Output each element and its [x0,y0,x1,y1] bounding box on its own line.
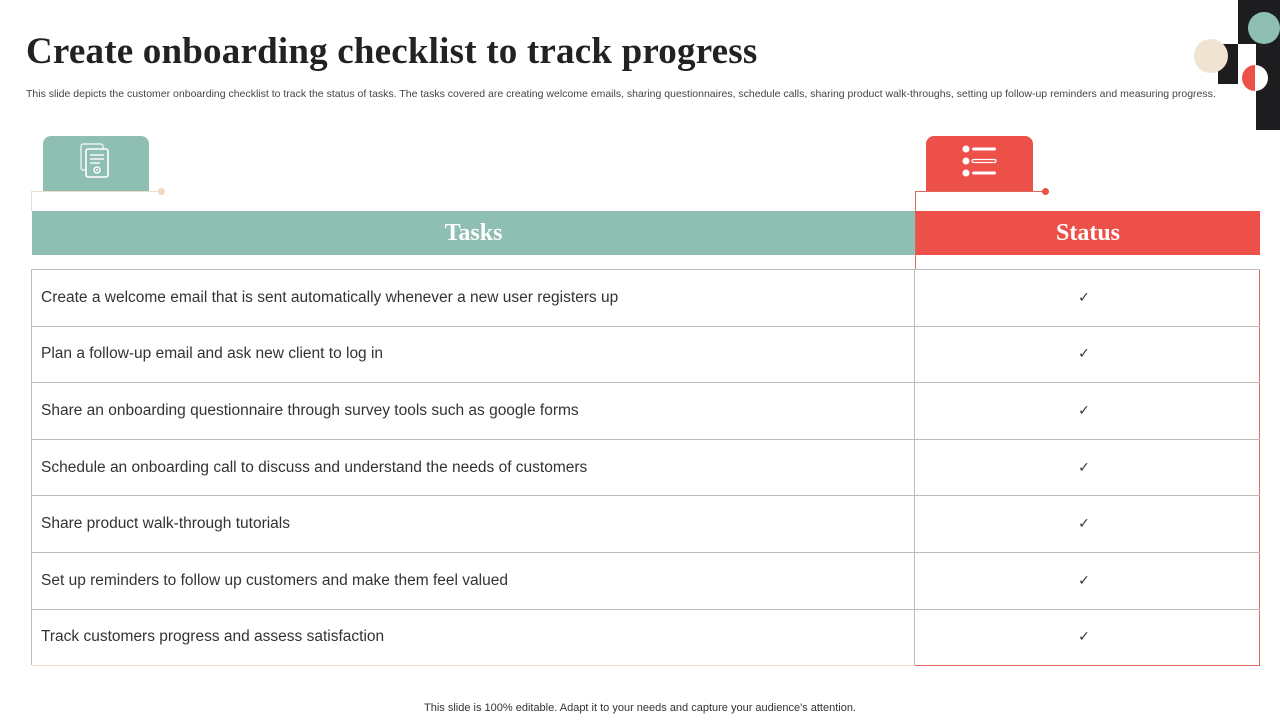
status-header: Status [916,211,1260,255]
check-mark-icon: ✓ [915,610,1260,667]
table-row [32,270,1260,327]
slide-description: This slide depicts the customer onboarding checklist to track the status of tasks. The tasks covered are creating welcome emails, sharing questionnaires, schedule calls, sharing product walk-throughs, setting up follow-up reminders and measuring progress. [26,88,1216,100]
table-row [32,496,1260,553]
table-row [32,440,1260,497]
half-circle-decoration [1242,65,1268,91]
task-cell: Share an onboarding questionnaire through survey tools such as google forms [32,383,915,439]
checklist-icon [962,145,998,182]
tasks-header: Tasks [32,211,915,255]
status-icon-tab [926,136,1033,191]
check-mark-icon: ✓ [915,383,1260,439]
table-row [32,610,1260,667]
task-cell: Share product walk-through tutorials [32,496,915,552]
check-mark-icon: ✓ [915,496,1260,552]
task-cell: Track customers progress and assess satisfaction [32,610,915,666]
task-cell: Schedule an onboarding call to discuss and understand the needs of customers [32,440,915,496]
table-row [32,327,1260,384]
page-title: Create onboarding checklist to track progress [26,31,758,72]
footer-note: This slide is 100% editable. Adapt it to your needs and capture your audience's attention. [424,702,856,714]
check-mark-icon: ✓ [915,440,1260,496]
task-cell: Create a welcome email that is sent automatically whenever a new user registers up [32,270,915,326]
table-row [32,553,1260,610]
checklist-table [31,269,1260,665]
beige-circle-decoration [1194,39,1228,73]
check-mark-icon: ✓ [915,270,1260,326]
teal-circle-decoration [1248,12,1280,44]
tasks-icon-tab [43,136,149,191]
check-mark-icon: ✓ [915,553,1260,609]
check-mark-icon: ✓ [915,327,1260,383]
table-row [32,383,1260,440]
document-icon [80,143,112,184]
task-cell: Set up reminders to follow up customers and make them feel valued [32,553,915,609]
task-cell: Plan a follow-up email and ask new client to log in [32,327,915,383]
